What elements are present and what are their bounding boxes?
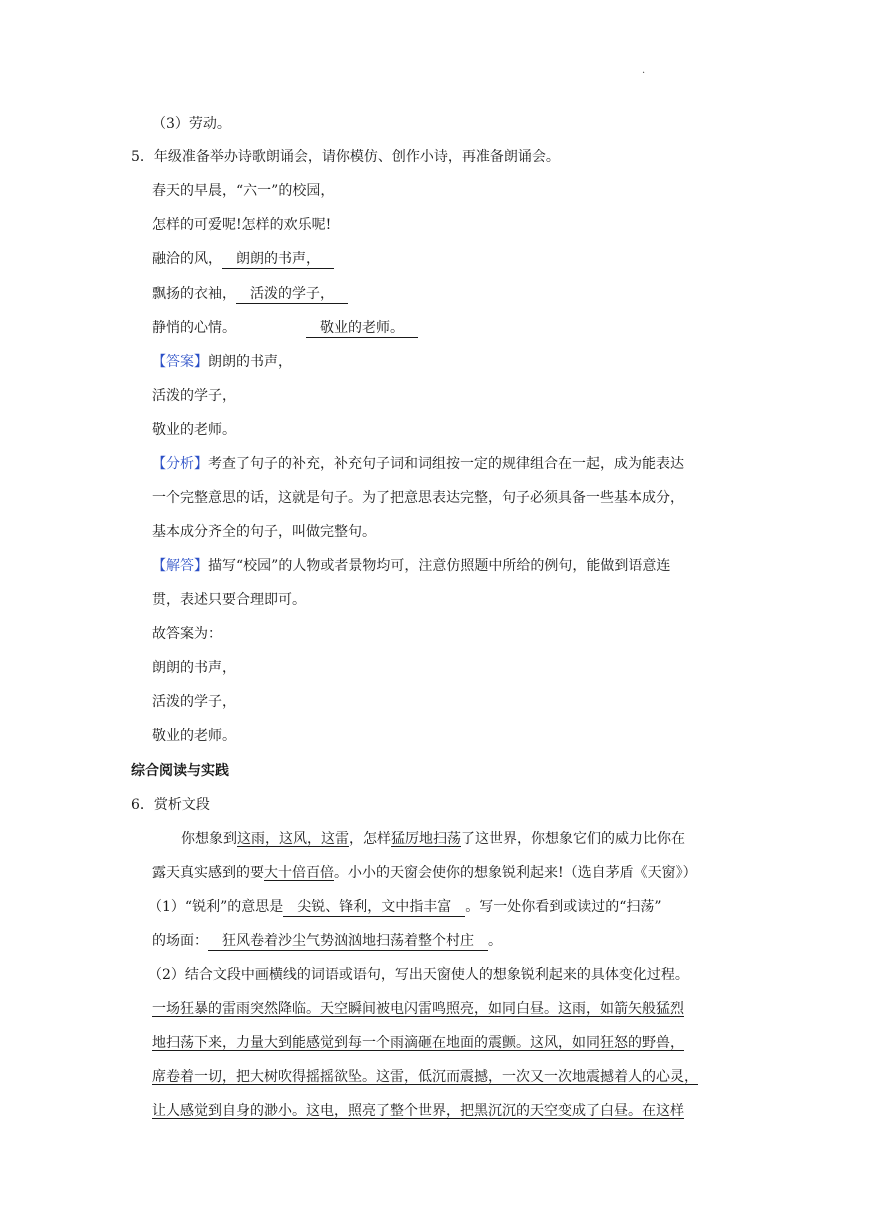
analysis-line-3: 基本成分齐全的句子，叫做完整句。 (152, 524, 376, 540)
section-title: 综合阅读与实践 (131, 763, 229, 779)
poem-blank-3: 敬业的老师。 (306, 319, 418, 338)
answer-line-3: 敬业的老师。 (152, 422, 236, 438)
solution-line-1: 【解答】描写“校园”的人物或者景物均可，注意仿照题中所给的例句，能做到语意连 (152, 558, 671, 574)
final-answer-label: 故答案为： (152, 626, 222, 642)
solution-tag: 【解答】 (152, 558, 208, 574)
final-answer-line-2: 活泼的学子， (152, 694, 236, 710)
analysis-tag: 【分析】 (152, 456, 208, 472)
passage-underline-1: 这雨，这风，这雷 (237, 831, 349, 847)
poem-line-4 (152, 284, 348, 304)
answer-paragraph-line-3: 席卷着一切，把大树吹得摇摇欲坠。这雷，低沉而震撼，一次又一次地震撼着人的心灵， (152, 1069, 698, 1085)
answer-line-1: 【答案】朗朗的书声， (152, 354, 292, 370)
answer-line-2: 活泼的学子， (152, 388, 236, 404)
answer-paragraph-line-1: 一场狂暴的雷雨突然降临。天空瞬间被电闪雷鸣照亮，如同白昼。这雨，如箭矢般猛烈 (152, 1001, 684, 1017)
final-answer-line-3: 敬业的老师。 (152, 728, 236, 744)
q5-stem: 5．年级准备举办诗歌朗诵会，请你模仿、创作小诗，再准备朗诵会。 (131, 149, 560, 165)
answer-paragraph-line-4: 让人感觉到自身的渺小。这电，照亮了整个世界，把黑沉沉的天空变成了白昼。在这样 (152, 1103, 684, 1119)
poem-line-3 (152, 249, 334, 269)
poem-line-5-prefix: 静悄的心情。 (152, 320, 236, 336)
sub-question-1: （1）“锐利”的意思是 尖锐、锋利，文中指丰富 。写一处你看到或读过的“扫荡” (148, 899, 662, 915)
analysis-line-1: 【分析】考查了句子的补充，补充句子词和词组按一定的规律组合在一起，成为能表达 (152, 456, 684, 472)
sub-question-1-blank-2: 狂风卷着沙尘气势汹汹地扫荡着整个村庄 (208, 932, 488, 951)
answer-tag: 【答案】 (152, 354, 208, 370)
solution-line-2: 贯，表述只要合理即可。 (152, 592, 306, 608)
poem-line-5 (152, 318, 418, 338)
poem-blank-1: 朗朗的书声， (222, 250, 334, 269)
analysis-line-2: 一个完整意思的话，这就是句子。为了把意思表达完整，句子必须具备一些基本成分， (152, 490, 684, 506)
q6-stem: 6．赏析文段 (131, 797, 210, 813)
passage-underline-2: 猛厉地扫荡 (391, 831, 461, 847)
passage-underline-3: 大十倍百倍 (264, 865, 334, 881)
final-answer-line-1: 朗朗的书声， (152, 660, 236, 676)
poem-blank-2: 活泼的学子， (236, 285, 348, 304)
sub-question-1-cont: 的场面： 狂风卷着沙尘气势汹汹地扫荡着整个村庄 。 (152, 933, 502, 949)
poem-line-3-prefix: 融洽的风， (152, 251, 222, 267)
sub-question-2: （2）结合文段中画横线的词语或语句，写出天窗使人的想象锐利起来的具体变化过程。 (148, 967, 689, 983)
sub-question-1-blank: 尖锐、锋利，文中指丰富 (283, 898, 465, 917)
passage-line-1: 你想象到这雨，这风，这雷，怎样猛厉地扫荡了这世界，你想象它们的威力比你在 (181, 831, 685, 847)
answer-paragraph-line-2: 地扫荡下来，力量大到能感觉到每一个雨滴砸在地面的震颤。这风，如同狂怒的野兽， (152, 1035, 684, 1051)
poem-line-1: 春天的早晨，“六一”的校园， (152, 183, 335, 199)
poem-line-2: 怎样的可爱呢!怎样的欢乐呢! (152, 217, 332, 233)
header-mark: · (642, 68, 646, 79)
poem-line-4-prefix: 飘扬的衣袖， (152, 286, 236, 302)
q3-text: （3）劳动。 (152, 116, 231, 132)
passage-line-2: 露天真实感到的要大十倍百倍。小小的天窗会使你的想象锐利起来!（选自茅盾《天窗》） (152, 865, 697, 881)
